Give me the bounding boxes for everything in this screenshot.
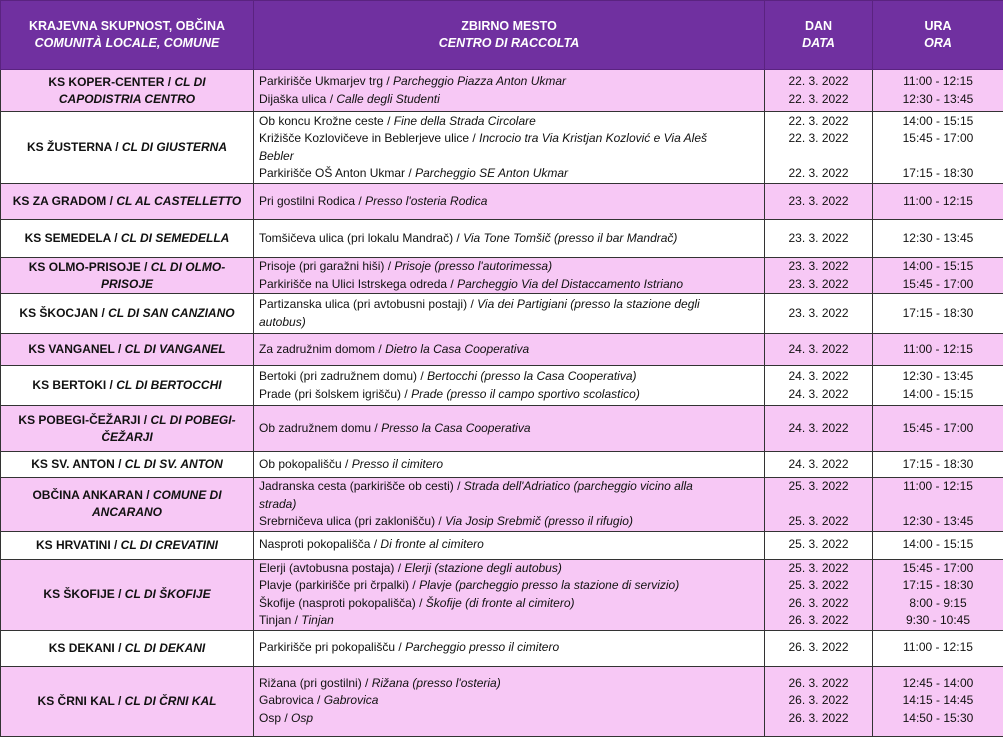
community-name-it: CL DI CAPODISTRIA CENTRO: [59, 75, 206, 106]
community-name-sl: KS SEMEDELA: [25, 231, 111, 245]
location-sl: Elerji (avtobusna postaja): [259, 561, 394, 575]
collection-point-line: Elerji (avtobusna postaja) / Elerji (stazione degli autobus): [259, 560, 758, 578]
collection-point-line: Nasproti pokopališča / Di fronte al cimitero: [259, 536, 758, 554]
location-sl: Križišče Kozlovičeve in Beblerjeve ulice: [259, 131, 469, 145]
collection-point-cell: [254, 184, 765, 220]
collection-point-line: Pri gostilni Rodica / Presso l'osteria Rodica: [259, 193, 758, 211]
collection-point-cell: [254, 630, 765, 666]
community-name-it: CL DI SV. ANTON: [125, 457, 223, 471]
location-it: Tinjan: [301, 613, 334, 627]
community-name-sl: KS VANGANEL: [28, 342, 114, 356]
table-row: [1, 70, 1003, 112]
time-value: 15:45 - 17:00: [873, 560, 1003, 578]
time-cell: [873, 220, 1003, 258]
date-value: 22. 3. 2022: [765, 73, 872, 91]
community-name-sl: KS BERTOKI: [32, 378, 106, 392]
date-value: 26. 3. 2022: [765, 595, 872, 613]
location-sl: Tinjan: [259, 613, 291, 627]
time-cell: [873, 112, 1003, 184]
location-it: Di fronte al cimitero: [380, 537, 483, 551]
date-cell: [765, 630, 873, 666]
table-row: [1, 630, 1003, 666]
time-cell: [873, 478, 1003, 532]
collection-point-line: Tinjan / Tinjan: [259, 612, 758, 630]
table-row: [1, 334, 1003, 366]
table-row: [1, 559, 1003, 630]
date-cell: [765, 452, 873, 478]
community-cell: KS VANGANEL / CL DI VANGANEL: [1, 334, 254, 366]
location-sl: Ob zadružnem domu: [259, 421, 371, 435]
location-sl: Jadranska cesta (parkirišče ob cesti): [259, 479, 454, 493]
community-cell: OBČINA ANKARAN / COMUNE DI ANCARANO: [1, 478, 254, 532]
date-cell: [765, 220, 873, 258]
time-value: 14:15 - 14:45: [873, 692, 1003, 710]
community-cell: KS SEMEDELA / CL DI SEMEDELLA: [1, 220, 254, 258]
date-value: 24. 3. 2022: [765, 341, 872, 359]
collection-point-cell: [254, 220, 765, 258]
date-value: 25. 3. 2022: [765, 536, 872, 554]
community-cell: KS SV. ANTON / CL DI SV. ANTON: [1, 452, 254, 478]
table-row: [1, 220, 1003, 258]
community-name-it: CL AL CASTELLETTO: [116, 194, 241, 208]
time-cell: [873, 366, 1003, 406]
collection-point-line: Parkirišče Ukmarjev trg / Parcheggio Piazza Anton Ukmar: [259, 73, 758, 91]
collection-point-cell: [254, 294, 765, 334]
location-it: Parcheggio SE Anton Ukmar: [415, 166, 568, 180]
time-cell: [873, 666, 1003, 736]
community-cell: KS DEKANI / CL DI DEKANI: [1, 630, 254, 666]
location-it: Gabrovica: [324, 693, 379, 707]
community-name-sl: KS ŠKOFIJE: [43, 587, 114, 601]
time-value: 17:15 - 18:30: [873, 577, 1003, 595]
header-collection-point: ZBIRNO MESTO CENTRO DI RACCOLTA: [254, 1, 765, 70]
community-name-sl: OBČINA ANKARAN: [32, 488, 142, 502]
location-sl: Škofije (nasproti pokopališča): [259, 596, 416, 610]
collection-point-line: Ob koncu Krožne ceste / Fine della Strada Circolare: [259, 113, 758, 131]
location-it: Via Josip Srebmič (presso il rifugio): [445, 514, 633, 528]
location-sl: Plavje (parkirišče pri črpalki): [259, 578, 409, 592]
collection-point-line: Tomšičeva ulica (pri lokalu Mandrač) / Via Tone Tomšič (presso il bar Mandrač): [259, 230, 758, 248]
location-sl: Parkirišče Ukmarjev trg: [259, 74, 383, 88]
location-it: Rižana (presso l'osteria): [372, 676, 501, 690]
table-row: [1, 294, 1003, 334]
time-cell: [873, 334, 1003, 366]
date-value: 25. 3. 2022: [765, 513, 872, 531]
table-row: [1, 478, 1003, 532]
collection-point-cell: [254, 366, 765, 406]
community-cell: KS POBEGI-ČEŽARJI / CL DI POBEGI-ČEŽARJI: [1, 406, 254, 452]
time-cell: [873, 70, 1003, 112]
time-cell: [873, 406, 1003, 452]
location-it: Parcheggio Piazza Anton Ukmar: [393, 74, 566, 88]
collection-point-line: Škofije (nasproti pokopališča) / Škofije (di fronte al cimitero): [259, 595, 758, 613]
date-value: 22. 3. 2022: [765, 113, 872, 131]
location-it: Škofije (di fronte al cimitero): [426, 596, 575, 610]
community-name-sl: KS ČRNI KAL: [38, 694, 115, 708]
time-cell: [873, 294, 1003, 334]
community-cell: KS ČRNI KAL / CL DI ČRNI KAL: [1, 666, 254, 736]
location-it: Plavje (parcheggio presso la stazione di servizio): [419, 578, 679, 592]
location-it: Parcheggio Via del Distaccamento Istriano: [457, 277, 683, 291]
location-it: Bertocchi (presso la Casa Cooperativa): [427, 369, 636, 383]
community-name-it: CL DI SAN CANZIANO: [108, 306, 234, 320]
date-value: 24. 3. 2022: [765, 368, 872, 386]
location-sl: Parkirišče OŠ Anton Ukmar: [259, 166, 405, 180]
location-it: Via dei Partigiani (presso la stazione degli: [477, 297, 700, 311]
location-it: Elerji (stazione degli autobus): [404, 561, 561, 575]
collection-point-cell: [254, 70, 765, 112]
time-value: 12:30 - 13:45: [873, 513, 1003, 531]
date-cell: [765, 258, 873, 294]
collection-point-cell: [254, 334, 765, 366]
time-value: 8:00 - 9:15: [873, 595, 1003, 613]
community-name-it: CL DI CREVATINI: [121, 538, 218, 552]
table-row: [1, 184, 1003, 220]
header-row: [1, 1, 1003, 70]
date-cell: [765, 70, 873, 112]
community-cell: KS KOPER-CENTER / CL DI CAPODISTRIA CENTRO: [1, 70, 254, 112]
time-value: 12:30 - 13:45: [873, 230, 1003, 248]
location-it: Presso l'osteria Rodica: [365, 194, 487, 208]
time-value: 15:45 - 17:00: [873, 130, 1003, 148]
date-value: 23. 3. 2022: [765, 276, 872, 294]
community-name-sl: KS HRVATINI: [36, 538, 111, 552]
time-cell: [873, 559, 1003, 630]
location-sl: Za zadružnim domom: [259, 342, 375, 356]
time-value: 14:00 - 15:15: [873, 258, 1003, 276]
location-it: Incrocio tra Via Kristjan Kozlović e Via Aleš: [479, 131, 707, 145]
collection-point-cell: [254, 406, 765, 452]
collection-point-line: Parkirišče OŠ Anton Ukmar / Parcheggio SE Anton Ukmar: [259, 165, 758, 183]
time-value: 12:30 - 13:45: [873, 91, 1003, 109]
time-value: 15:45 - 17:00: [873, 276, 1003, 294]
date-cell: [765, 559, 873, 630]
collection-point-line: Jadranska cesta (parkirišče ob cesti) / Strada dell'Adriatico (parcheggio vicino alla: [259, 478, 758, 496]
collection-point-line: Prisoje (pri garažni hiši) / Prisoje (presso l'autorimessa): [259, 258, 758, 276]
location-sl: Prade (pri šolskem igrišču): [259, 387, 401, 401]
date-value: 24. 3. 2022: [765, 386, 872, 404]
location-it: Osp: [291, 711, 313, 725]
location-sl: Parkirišče na Ulici Istrskega odreda: [259, 277, 447, 291]
collection-point-line: Partizanska ulica (pri avtobusni postaji) / Via dei Partigiani (presso la stazione degli: [259, 296, 758, 314]
location-it: Presso il cimitero: [352, 457, 443, 471]
time-value: 14:50 - 15:30: [873, 710, 1003, 728]
date-value: 22. 3. 2022: [765, 130, 872, 148]
community-cell: KS OLMO-PRISOJE / CL DI OLMO-PRISOJE: [1, 258, 254, 294]
time-value: 11:00 - 12:15: [873, 341, 1003, 359]
table-row: [1, 452, 1003, 478]
date-value: 22. 3. 2022: [765, 165, 872, 183]
location-it: Presso la Casa Cooperativa: [381, 421, 530, 435]
header-community: KRAJEVNA SKUPNOST, OBČINA COMUNITÀ LOCALE, COMUNE: [1, 1, 254, 70]
date-cell: [765, 334, 873, 366]
community-name-sl: KS OLMO-PRISOJE: [29, 260, 141, 274]
collection-point-cell: [254, 258, 765, 294]
location-sl: Nasproti pokopališča: [259, 537, 370, 551]
location-sl: Ob pokopališču: [259, 457, 342, 471]
time-value: 17:15 - 18:30: [873, 456, 1003, 474]
location-sl: Pri gostilni Rodica: [259, 194, 355, 208]
location-it-continued: Bebler: [259, 148, 758, 166]
location-sl: Srebrničeva ulica (pri zaklonišču): [259, 514, 435, 528]
community-cell: KS HRVATINI / CL DI CREVATINI: [1, 531, 254, 559]
time-value: 14:00 - 15:15: [873, 536, 1003, 554]
collection-point-cell: [254, 112, 765, 184]
collection-point-cell: [254, 452, 765, 478]
community-name-sl: KS SV. ANTON: [31, 457, 115, 471]
community-cell: KS ŠKOCJAN / CL DI SAN CANZIANO: [1, 294, 254, 334]
date-value: 26. 3. 2022: [765, 710, 872, 728]
time-value: 17:15 - 18:30: [873, 165, 1003, 183]
collection-point-line: Križišče Kozlovičeve in Beblerjeve ulice / Incrocio tra Via Kristjan Kozlović e Via Aleš: [259, 130, 758, 148]
collection-point-line: Prade (pri šolskem igrišču) / Prade (presso il campo sportivo scolastico): [259, 386, 758, 404]
collection-point-cell: [254, 666, 765, 736]
community-name-sl: KS ZA GRADOM: [13, 194, 107, 208]
location-it: Prisoje (presso l'autorimessa): [394, 259, 552, 273]
date-value: 25. 3. 2022: [765, 478, 872, 496]
date-cell: [765, 478, 873, 532]
date-cell: [765, 531, 873, 559]
date-cell: [765, 294, 873, 334]
time-value: 15:45 - 17:00: [873, 420, 1003, 438]
date-value: 26. 3. 2022: [765, 612, 872, 630]
community-name-sl: KS ŠKOCJAN: [19, 306, 98, 320]
collection-point-line: Za zadružnim domom / Dietro la Casa Cooperativa: [259, 341, 758, 359]
community-cell: KS ŠKOFIJE / CL DI ŠKOFIJE: [1, 559, 254, 630]
location-sl: Ob koncu Krožne ceste: [259, 114, 384, 128]
time-value: 14:00 - 15:15: [873, 386, 1003, 404]
location-sl: Prisoje (pri garažni hiši): [259, 259, 384, 273]
community-name-sl: KS POBEGI-ČEŽARJI: [18, 413, 140, 427]
location-it: Parcheggio presso il cimitero: [405, 640, 559, 654]
date-value: 25. 3. 2022: [765, 577, 872, 595]
date-value: 26. 3. 2022: [765, 639, 872, 657]
time-cell: [873, 531, 1003, 559]
collection-point-line: Rižana (pri gostilni) / Rižana (presso l'osteria): [259, 675, 758, 693]
location-it: Fine della Strada Circolare: [394, 114, 536, 128]
date-value: 23. 3. 2022: [765, 305, 872, 323]
date-cell: [765, 184, 873, 220]
time-value: 14:00 - 15:15: [873, 113, 1003, 131]
community-name-it: COMUNE DI ANCARANO: [92, 488, 222, 519]
time-value: 9:30 - 10:45: [873, 612, 1003, 630]
community-name-it: CL DI DEKANI: [125, 641, 205, 655]
table-row: [1, 112, 1003, 184]
collection-point-cell: [254, 531, 765, 559]
time-value: 17:15 - 18:30: [873, 305, 1003, 323]
community-name-it: CL DI SEMEDELLA: [121, 231, 229, 245]
collection-point-line: Srebrničeva ulica (pri zaklonišču) / Via Josip Srebmič (presso il rifugio): [259, 513, 758, 531]
collection-point-cell: [254, 559, 765, 630]
community-name-sl: KS DEKANI: [49, 641, 115, 655]
date-value: 22. 3. 2022: [765, 91, 872, 109]
community-name-it: CL DI GIUSTERNA: [122, 140, 227, 154]
time-cell: [873, 184, 1003, 220]
location-sl: Parkirišče pri pokopališču: [259, 640, 395, 654]
date-cell: [765, 666, 873, 736]
location-it: Via Tone Tomšič (presso il bar Mandrač): [463, 231, 677, 245]
time-cell: [873, 452, 1003, 478]
header-date: DAN DATA: [765, 1, 873, 70]
community-name-it: CL DI ŠKOFIJE: [125, 587, 211, 601]
date-value: 23. 3. 2022: [765, 258, 872, 276]
location-it-continued: autobus): [259, 314, 758, 332]
location-it: Strada dell'Adriatico (parcheggio vicino alla: [464, 479, 693, 493]
time-value: 11:00 - 12:15: [873, 478, 1003, 496]
collection-point-line: Gabrovica / Gabrovica: [259, 692, 758, 710]
table-row: [1, 406, 1003, 452]
date-value: 26. 3. 2022: [765, 675, 872, 693]
table-row: [1, 258, 1003, 294]
collection-point-line: Osp / Osp: [259, 710, 758, 728]
community-name-it: CL DI VANGANEL: [125, 342, 226, 356]
time-value: 12:45 - 14:00: [873, 675, 1003, 693]
community-name-sl: KS KOPER-CENTER: [48, 75, 164, 89]
time-value: 11:00 - 12:15: [873, 193, 1003, 211]
location-sl: Osp: [259, 711, 281, 725]
time-value: 12:30 - 13:45: [873, 368, 1003, 386]
community-cell: KS ŽUSTERNA / CL DI GIUSTERNA: [1, 112, 254, 184]
location-sl: Rižana (pri gostilni): [259, 676, 362, 690]
location-sl: Gabrovica: [259, 693, 314, 707]
location-it: Calle degli Studenti: [336, 92, 439, 106]
date-value: 26. 3. 2022: [765, 692, 872, 710]
collection-point-line: Ob pokopališču / Presso il cimitero: [259, 456, 758, 474]
community-name-sl: KS ŽUSTERNA: [27, 140, 112, 154]
community-cell: KS ZA GRADOM / CL AL CASTELLETTO: [1, 184, 254, 220]
date-cell: [765, 366, 873, 406]
location-it: Dietro la Casa Cooperativa: [385, 342, 529, 356]
header-time: URA ORA: [873, 1, 1003, 70]
date-value: 24. 3. 2022: [765, 420, 872, 438]
time-cell: [873, 630, 1003, 666]
collection-point-line: Dijaška ulica / Calle degli Studenti: [259, 91, 758, 109]
date-value: 25. 3. 2022: [765, 560, 872, 578]
collection-point-cell: [254, 478, 765, 532]
location-sl: Bertoki (pri zadružnem domu): [259, 369, 417, 383]
community-name-it: CL DI OLMO-PRISOJE: [101, 260, 225, 291]
community-name-it: CL DI POBEGI-ČEŽARJI: [101, 413, 235, 444]
location-sl: Partizanska ulica (pri avtobusni postaji): [259, 297, 467, 311]
collection-point-line: Plavje (parkirišče pri črpalki) / Plavje (parcheggio presso la stazione di servizio): [259, 577, 758, 595]
community-cell: KS BERTOKI / CL DI BERTOCCHI: [1, 366, 254, 406]
date-value: 23. 3. 2022: [765, 193, 872, 211]
table-row: [1, 366, 1003, 406]
time-cell: [873, 258, 1003, 294]
time-value: 11:00 - 12:15: [873, 73, 1003, 91]
location-it-continued: strada): [259, 496, 758, 514]
date-value: 23. 3. 2022: [765, 230, 872, 248]
location-it: Prade (presso il campo sportivo scolastico): [411, 387, 640, 401]
date-cell: [765, 112, 873, 184]
collection-point-line: Parkirišče pri pokopališču / Parcheggio presso il cimitero: [259, 639, 758, 657]
date-value: 24. 3. 2022: [765, 456, 872, 474]
table-row: [1, 666, 1003, 736]
location-sl: Tomšičeva ulica (pri lokalu Mandrač): [259, 231, 453, 245]
collection-point-line: Ob zadružnem domu / Presso la Casa Cooperativa: [259, 420, 758, 438]
date-cell: [765, 406, 873, 452]
community-name-it: CL DI BERTOCCHI: [116, 378, 221, 392]
community-name-it: CL DI ČRNI KAL: [125, 694, 217, 708]
time-value: 11:00 - 12:15: [873, 639, 1003, 657]
location-sl: Dijaška ulica: [259, 92, 326, 106]
table-row: [1, 531, 1003, 559]
collection-point-line: Bertoki (pri zadružnem domu) / Bertocchi (presso la Casa Cooperativa): [259, 368, 758, 386]
collection-point-line: Parkirišče na Ulici Istrskega odreda / Parcheggio Via del Distaccamento Istriano: [259, 276, 758, 294]
